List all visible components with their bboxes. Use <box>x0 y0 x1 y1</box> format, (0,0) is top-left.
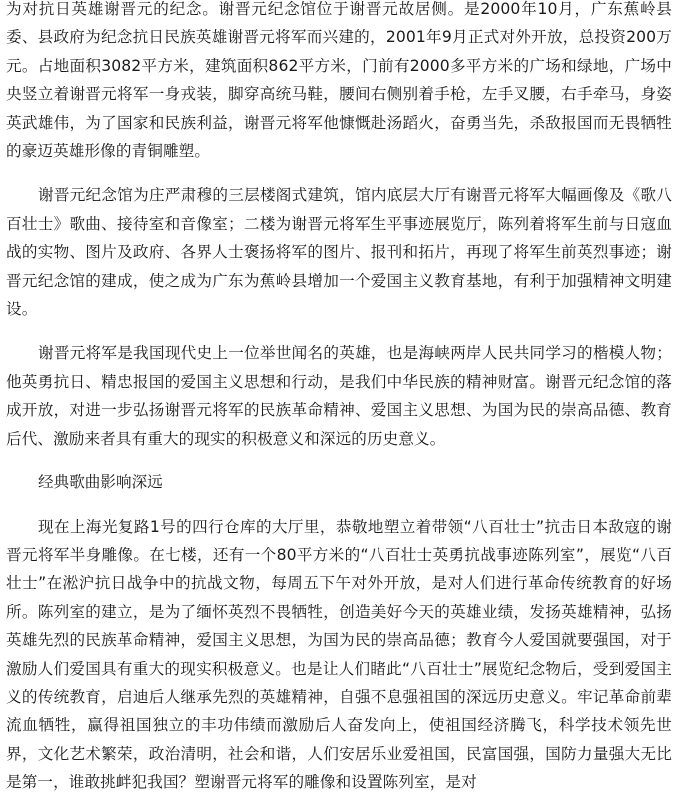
paragraph-spacer <box>6 165 672 181</box>
section-heading: 经典歌曲影响深远 <box>38 473 163 492</box>
paragraph-spacer <box>6 497 672 513</box>
paragraph-spacer <box>6 323 672 339</box>
paragraph-memorial-overview: 为对抗日英雄谢晋元的纪念。谢晋元纪念馆位于谢晋元故居侧。是2000年10月，广东蕉岭县委、县政府为纪念抗日民族英雄谢晋元将军而兴建的，2001年9月正式对外开放，总投资200万元。占地面积3082平方米，建筑面积862平方米，门前有2000多平方米的广场和绿地，广场中央竖立着谢晋元将军一身戎装，脚穿高统马鞋，腰间右侧别着手枪，左手叉腰，右手牵马，身姿英武雄伟，为了国家和民族利益，谢晋元将军他慷慨赴汤蹈火，奋勇当先，杀敌报国而无畏牺牲的豪迈英雄形像的青铜雕塑。 <box>6 0 672 161</box>
paragraph-memorial-building: 谢晋元纪念馆为庄严肃穆的三层楼阁式建筑，馆内底层大厅有谢晋元将军大幅画像及《歌八百壮士》歌曲、接待室和音像室；二楼为谢晋元将军生平事迹展览厅，陈列着将军生前与日寇血战的实物、图片及政府、各界人士褒扬将军的图片、报刊和拓片，再现了将军生前英烈事迹；谢晋元纪念馆的建成，使之成为广东为蕉岭县增加一个爱国主义教育基地，有利于加强精神文明建设。 <box>6 186 672 319</box>
paragraph-sihang-warehouse: 现在上海光复路1号的四行仓库的大厅里，恭敬地塑立着带领“八百壮士”抗击日本敌寇的谢晋元将军半身雕像。在七楼，还有一个80平方米的“八百壮士英勇抗战事迹陈列室”，展览“八百壮士”在淞沪抗日战争中的抗战文物，每周五下午对外开放，是对人们进行革命传统教育的好场所。陈列室的建立，是为了缅怀英烈不畏牺牲，创造美好今天的英雄业绩，发扬英雄精神，弘扬英雄先烈的民族革命精神，爱国主义思想，为国为民的崇高品德；教育今人爱国就要强国，对于激励人们爱国具有重大的现实积极意义。也是让人们睹此“八百壮士”展览纪念物后，受到爱国主义的传统教育，启迪后人继承先烈的英雄精神，自强不息强祖国的深远历史意义。牢记革命前辈流血牺牲，赢得祖国独立的丰功伟绩而激励后人奋发向上，使祖国经济腾飞，科学技术领先世界，文化艺术繁荣，政治清明，社会和谐，人们安居乐业爱祖国，民富国强，国防力量强大无比是第一，谁敢挑衅犯我国？塑谢晋元将军的雕像和设置陈列室，是对 <box>6 517 672 792</box>
paragraph-spacer <box>6 453 672 468</box>
paragraph-hero-significance: 谢晋元将军是我国现代史上一位举世闻名的英雄，也是海峡两岸人民共同学习的楷模人物；他英勇抗日、精忠报国的爱国主义思想和行动，是我们中华民族的精神财富。谢晋元纪念馆的落成开放，对进一步弘扬谢晋元将军的民族革命精神、爱国主义思想、为国为民的崇高品德、教育后代、激励来者具有重大的现实的积极意义和深远的历史意义。 <box>6 344 672 448</box>
